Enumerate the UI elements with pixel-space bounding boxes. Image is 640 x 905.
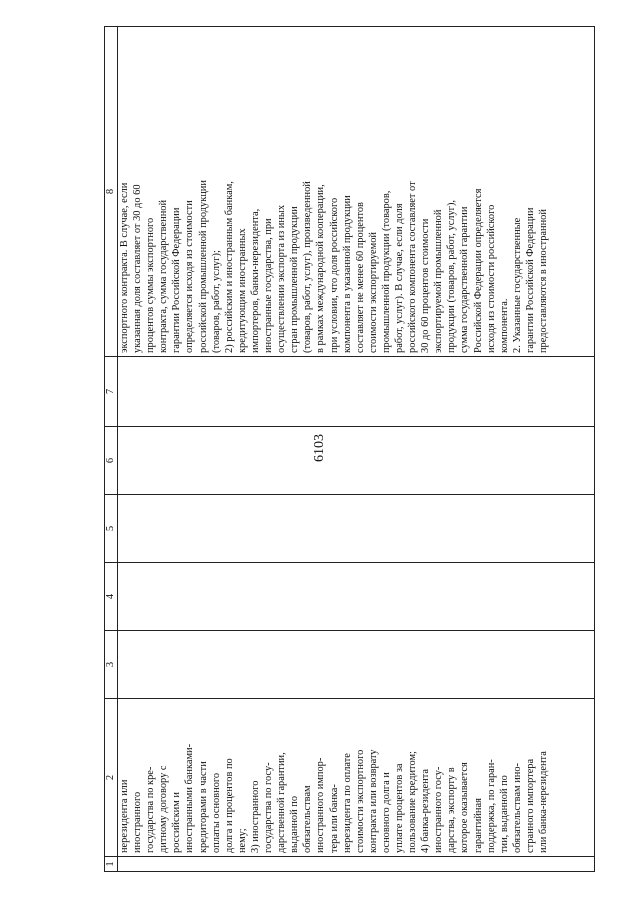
col2-line: иностранного госу- — [433, 766, 445, 853]
column-header-2: 2 — [105, 699, 118, 857]
col8-line: процентов суммы экспортного — [145, 217, 157, 353]
col8-line: сумма государственной гарантии — [459, 206, 471, 353]
col8-line: гарантии Российской Федерации — [524, 207, 536, 353]
col8-line: промышленной продукции (товаров, — [380, 190, 392, 353]
column-header-5: 5 — [105, 495, 118, 563]
col2-line: странного импортера — [524, 758, 536, 853]
col2-line: дарственной гарантии, — [276, 752, 288, 853]
col8-line: 2) российским и иностранным банкам, — [223, 181, 235, 353]
col2-line: уплате процентов за — [393, 763, 405, 853]
col2-line: иностранного импор- — [315, 757, 327, 853]
col2-line: которое оказывается — [459, 762, 471, 853]
col8-line: экспортируемой промышленной — [433, 209, 445, 353]
col8-line: в рамках международной кооперации, — [315, 184, 327, 353]
col8-line: работ, услуг). В случае, если доля — [393, 203, 405, 353]
col8-line: компонента. — [498, 298, 510, 353]
col2-line: дарства, экспорту в — [446, 767, 458, 853]
cell-col-1 — [118, 857, 595, 872]
col2-line: государства по кре- — [145, 766, 157, 853]
page-number: 6103 — [312, 434, 327, 462]
col2-line: государства по госу- — [263, 762, 275, 853]
document-table — [104, 26, 595, 872]
col8-line: стран промышленной продукции — [289, 206, 301, 353]
col2-line: долга и процентов по — [223, 758, 235, 853]
col2-line: нему; — [236, 828, 248, 853]
col2-line: иностранного — [132, 791, 144, 853]
col8-line: импортеров, банки-нерезидента, — [249, 208, 261, 353]
col2-line: пользование кредитом; — [407, 751, 419, 853]
col8-line: составляет не менее 60 процентов — [354, 202, 366, 353]
col8-line: гарантии Российской Федерации — [171, 207, 183, 353]
col8-line: стоимости экспортируемой — [367, 232, 379, 353]
col2-line: или банка-нерезидента — [538, 751, 549, 853]
column-header-7: 7 — [105, 357, 118, 427]
cell-col-2 — [118, 699, 595, 857]
col2-line: обязательствам — [302, 785, 314, 853]
cell-col-8 — [118, 27, 595, 357]
cell-col-3 — [118, 631, 595, 699]
col2-line: поддержка, по гаран- — [485, 759, 497, 853]
col8-line: осуществлении экспорта из иных — [276, 204, 288, 353]
col2-text — [118, 702, 594, 853]
col2-line: стоимости экспортного — [354, 749, 366, 853]
table-body-row — [118, 27, 595, 872]
column-header-4: 4 — [105, 563, 118, 631]
cell-col-5 — [118, 495, 595, 563]
col2-line: тии, выданной по — [498, 775, 510, 853]
col2-line: иностранными банками- — [184, 743, 196, 853]
col8-line: (товаров, работ, услуг), произведенной — [302, 181, 314, 353]
column-header-3: 3 — [105, 631, 118, 699]
col8-line: 2. Указанные государственные — [511, 217, 523, 353]
col8-line: исходя из стоимости российского — [485, 204, 497, 353]
column-header-8: 8 — [105, 27, 118, 357]
col8-line: 30 до 60 процентов стоимости — [420, 218, 432, 353]
cell-col-6 — [118, 427, 595, 495]
col8-line: экспортного контракта. В случае, если — [119, 182, 130, 353]
col2-line: нерезидента или — [119, 779, 130, 853]
col2-line: кредиторами в части — [197, 761, 209, 853]
col2-line: обязательствам ино- — [511, 762, 523, 853]
col2-line: тера или банка- — [328, 784, 340, 853]
col2-line: контракта или возврату — [367, 749, 379, 853]
col2-line: 4) банка-резидента — [420, 768, 432, 853]
column-header-1: 1 — [105, 857, 118, 872]
col8-line: Российской Федерации определяется — [472, 188, 484, 353]
col2-line: российским и — [171, 792, 183, 853]
col8-line: компонента в указанной продукции — [341, 195, 353, 353]
col8-line: российского компонента составляет от — [407, 181, 419, 353]
cell-col-4 — [118, 563, 595, 631]
col8-line: кредитующим иностранных — [236, 228, 248, 353]
table-header-row — [105, 27, 118, 872]
rotated-table-container — [104, 27, 594, 872]
cell-col-7 — [118, 357, 595, 427]
col8-line: иностранные государства, при — [263, 218, 275, 353]
col8-line: предоставляются в иностранной — [538, 209, 549, 353]
col2-line: дитному договору с — [158, 765, 170, 853]
col2-line: выданной по — [289, 795, 301, 853]
col8-line: российской промышленной продукции — [197, 180, 209, 353]
col2-line: гарантийная — [472, 798, 484, 853]
col8-line: продукции (товаров, работ, услуг), — [446, 199, 458, 353]
col2-line: 3) иностранного — [249, 780, 261, 853]
col8-line: (товаров, работ, услуг); — [210, 250, 222, 353]
col8-line: определяется исходя из стоимости — [184, 200, 196, 353]
col8-line: указанная доля составляет от 30 до 60 — [132, 184, 144, 353]
column-header-6: 6 — [105, 427, 118, 495]
col2-line: оплаты основного — [210, 772, 222, 853]
col8-line: при условии, что доля российского — [328, 197, 340, 353]
col2-line: нерезидента по оплате — [341, 753, 353, 853]
col8-text — [118, 30, 594, 353]
col8-line: контракта, сумма государственной — [158, 199, 170, 353]
col2-line: основного долга и — [380, 772, 392, 853]
